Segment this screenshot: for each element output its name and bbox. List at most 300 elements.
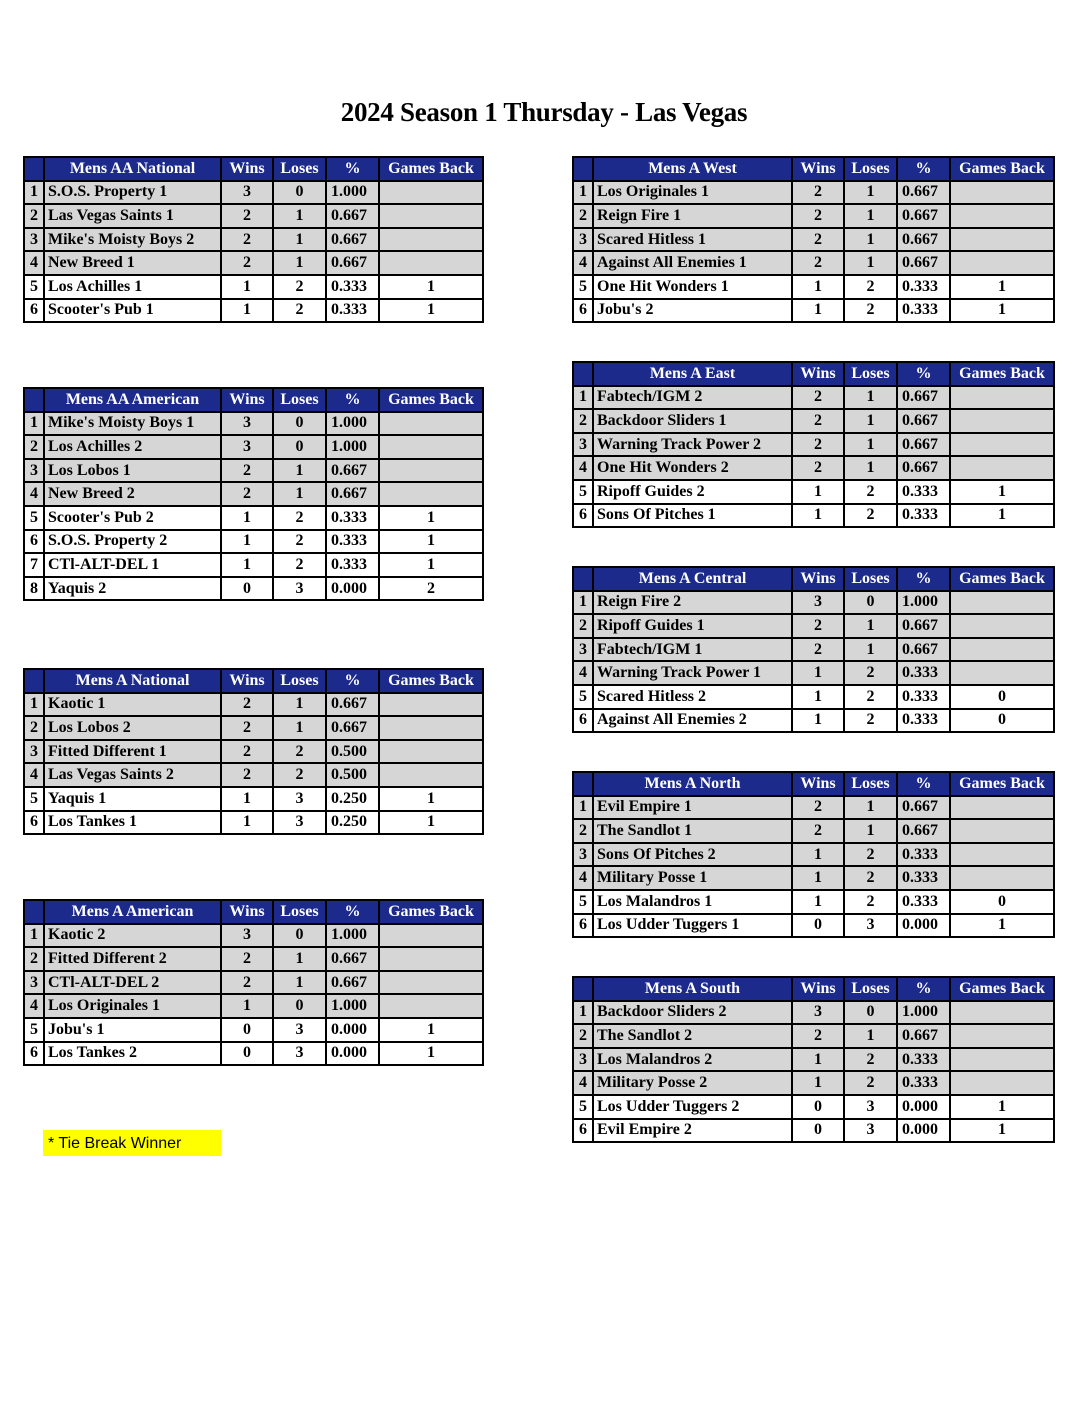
pct-cell: 1.000: [897, 591, 950, 615]
table-row: [573, 409, 1054, 433]
games-back-cell: 0: [950, 685, 1054, 709]
table-row: [24, 693, 483, 717]
pct-cell: 0.667: [326, 251, 379, 275]
wins-cell: 1: [792, 299, 844, 323]
rank-cell: 2: [573, 614, 593, 638]
rank-cell: 1: [573, 796, 593, 820]
loses-cell: 0: [844, 1001, 897, 1025]
table-row: [24, 204, 483, 228]
pct-cell: 0.667: [897, 181, 950, 205]
team-name-cell: Scooter's Pub 2: [44, 506, 221, 530]
team-name-cell: Fitted Different 1: [44, 740, 221, 764]
table-row: [573, 204, 1054, 228]
pct-cell: 0.667: [897, 614, 950, 638]
loses-cell: 3: [273, 811, 326, 835]
games-back-cell: [950, 661, 1054, 685]
team-name-cell: One Hit Wonders 1: [593, 275, 792, 299]
games-back-cell: [379, 181, 483, 205]
pct-header: %: [897, 977, 950, 1001]
table-row: [573, 866, 1054, 890]
table-row: [24, 530, 483, 554]
games-back-cell: 1: [950, 275, 1054, 299]
table-row: [24, 181, 483, 205]
division-name: Mens A East: [593, 362, 792, 386]
loses-cell: 2: [273, 530, 326, 554]
wins-cell: 1: [792, 1071, 844, 1095]
pct-cell: 0.667: [897, 1024, 950, 1048]
wins-cell: 1: [792, 685, 844, 709]
pct-header: %: [326, 669, 379, 693]
table-row: [573, 819, 1054, 843]
pct-header: %: [326, 900, 379, 924]
loses-cell: 2: [273, 506, 326, 530]
games-back-cell: [379, 924, 483, 948]
header-row: [573, 362, 1054, 386]
pct-header: %: [326, 388, 379, 412]
table-row: [24, 716, 483, 740]
games-back-cell: [950, 638, 1054, 662]
wins-cell: 3: [221, 412, 273, 436]
rank-cell: 6: [24, 530, 44, 554]
wins-cell: 2: [792, 819, 844, 843]
rank-cell: 7: [24, 553, 44, 577]
rank-cell: 1: [24, 924, 44, 948]
loses-cell: 1: [273, 971, 326, 995]
rank-cell: 3: [573, 433, 593, 457]
wins-cell: 1: [792, 504, 844, 528]
table-row: [573, 275, 1054, 299]
games-back-cell: [379, 435, 483, 459]
team-name-cell: Scooter's Pub 1: [44, 299, 221, 323]
team-name-cell: Scared Hitless 2: [593, 685, 792, 709]
table-row: [24, 228, 483, 252]
wins-cell: 2: [792, 456, 844, 480]
pct-cell: 0.667: [897, 819, 950, 843]
pct-cell: 0.667: [897, 456, 950, 480]
table-row: [573, 685, 1054, 709]
wins-cell: 2: [221, 971, 273, 995]
table-row: [24, 787, 483, 811]
loses-header: Loses: [844, 977, 897, 1001]
wins-cell: 2: [792, 181, 844, 205]
loses-cell: 0: [273, 994, 326, 1018]
loses-cell: 2: [273, 553, 326, 577]
page-title: 2024 Season 1 Thursday - Las Vegas: [340, 97, 748, 127]
rank-cell: 1: [24, 693, 44, 717]
games-back-cell: 1: [950, 1095, 1054, 1119]
games-back-cell: 1: [950, 1119, 1054, 1143]
rank-cell: 4: [24, 994, 44, 1018]
rank-cell: 5: [573, 480, 593, 504]
division-name: Mens A West: [593, 157, 792, 181]
table-row: [24, 275, 483, 299]
loses-cell: 2: [844, 299, 897, 323]
pct-cell: 0.500: [326, 740, 379, 764]
pct-cell: 1.000: [326, 412, 379, 436]
loses-cell: 2: [844, 480, 897, 504]
table-row: [24, 1042, 483, 1066]
tie-break-note: * Tie Break Winner: [43, 1130, 221, 1156]
team-name-cell: Military Posse 1: [593, 866, 792, 890]
wins-header: Wins: [221, 900, 273, 924]
rank-cell: 6: [24, 1042, 44, 1066]
wins-cell: 3: [221, 924, 273, 948]
rank-cell: 3: [573, 638, 593, 662]
wins-cell: 1: [221, 994, 273, 1018]
team-name-cell: Evil Empire 1: [593, 796, 792, 820]
team-name-cell: Los Malandros 2: [593, 1048, 792, 1072]
team-name-cell: Los Originales 1: [593, 181, 792, 205]
games-back-cell: [950, 1048, 1054, 1072]
pct-cell: 0.333: [897, 890, 950, 914]
rank-cell: 4: [573, 251, 593, 275]
loses-cell: 2: [844, 661, 897, 685]
rank-cell: 3: [24, 740, 44, 764]
wins-cell: 2: [792, 796, 844, 820]
rank-cell: 3: [573, 1048, 593, 1072]
pct-cell: 0.333: [897, 275, 950, 299]
team-name-cell: CTl-ALT-DEL 1: [44, 553, 221, 577]
table-row: [573, 1071, 1054, 1095]
rank-cell: 1: [573, 1001, 593, 1025]
rank-cell: 5: [573, 685, 593, 709]
loses-cell: 1: [844, 228, 897, 252]
loses-cell: 1: [844, 456, 897, 480]
standings-table-mens-a-west: [572, 156, 1055, 323]
games-back-header: Games Back: [379, 157, 483, 181]
loses-cell: 2: [844, 709, 897, 733]
team-name-cell: CTl-ALT-DEL 2: [44, 971, 221, 995]
loses-cell: 2: [273, 275, 326, 299]
pct-cell: 0.667: [326, 482, 379, 506]
pct-cell: 1.000: [326, 181, 379, 205]
games-back-cell: [950, 614, 1054, 638]
games-back-cell: 1: [379, 787, 483, 811]
games-back-cell: [379, 204, 483, 228]
table-row: [573, 796, 1054, 820]
team-name-cell: Las Vegas Saints 1: [44, 204, 221, 228]
pct-cell: 0.250: [326, 811, 379, 835]
pct-cell: 0.000: [897, 914, 950, 938]
games-back-cell: [950, 819, 1054, 843]
rank-cell: 3: [573, 228, 593, 252]
team-name-cell: Warning Track Power 1: [593, 661, 792, 685]
table-row: [573, 433, 1054, 457]
team-name-cell: Yaquis 1: [44, 787, 221, 811]
rank-cell: 6: [24, 811, 44, 835]
team-name-cell: One Hit Wonders 2: [593, 456, 792, 480]
games-back-cell: [379, 693, 483, 717]
table-row: [573, 614, 1054, 638]
loses-cell: 1: [844, 204, 897, 228]
pct-header: %: [326, 157, 379, 181]
table-row: [573, 1048, 1054, 1072]
loses-header: Loses: [844, 567, 897, 591]
pct-cell: 0.667: [897, 409, 950, 433]
team-name-cell: Fitted Different 2: [44, 947, 221, 971]
division-name: Mens AA American: [44, 388, 221, 412]
loses-header: Loses: [844, 362, 897, 386]
loses-cell: 1: [844, 614, 897, 638]
wins-header: Wins: [792, 977, 844, 1001]
rank-header: [24, 157, 44, 181]
wins-cell: 2: [792, 409, 844, 433]
loses-header: Loses: [844, 157, 897, 181]
team-name-cell: New Breed 2: [44, 482, 221, 506]
wins-cell: 1: [221, 530, 273, 554]
team-name-cell: S.O.S. Property 2: [44, 530, 221, 554]
team-name-cell: Fabtech/IGM 1: [593, 638, 792, 662]
rank-cell: 1: [573, 181, 593, 205]
games-back-cell: 0: [950, 890, 1054, 914]
games-back-cell: [379, 994, 483, 1018]
loses-cell: 1: [273, 204, 326, 228]
wins-cell: 2: [221, 459, 273, 483]
wins-cell: 1: [792, 275, 844, 299]
wins-cell: 2: [221, 763, 273, 787]
table-row: [24, 811, 483, 835]
wins-cell: 1: [221, 275, 273, 299]
table-row: [24, 459, 483, 483]
loses-cell: 3: [273, 1042, 326, 1066]
header-row: [573, 977, 1054, 1001]
wins-cell: 1: [792, 890, 844, 914]
loses-cell: 2: [844, 685, 897, 709]
loses-cell: 1: [844, 409, 897, 433]
table-row: [573, 456, 1054, 480]
loses-cell: 1: [273, 228, 326, 252]
games-back-cell: [379, 740, 483, 764]
pct-cell: 0.333: [897, 480, 950, 504]
loses-cell: 1: [844, 796, 897, 820]
games-back-cell: [379, 763, 483, 787]
rank-header: [573, 977, 593, 1001]
header-row: [573, 772, 1054, 796]
wins-cell: 2: [792, 228, 844, 252]
wins-cell: 1: [792, 709, 844, 733]
games-back-cell: 1: [950, 504, 1054, 528]
table-row: [573, 890, 1054, 914]
table-row: [573, 504, 1054, 528]
standings-table-mens-a-south: [572, 976, 1055, 1143]
team-name-cell: Jobu's 2: [593, 299, 792, 323]
team-name-cell: Against All Enemies 2: [593, 709, 792, 733]
wins-cell: 1: [792, 1048, 844, 1072]
wins-cell: 2: [792, 433, 844, 457]
loses-header: Loses: [273, 157, 326, 181]
wins-cell: 1: [221, 506, 273, 530]
pct-cell: 0.667: [897, 433, 950, 457]
team-name-cell: S.O.S. Property 1: [44, 181, 221, 205]
rank-cell: 4: [24, 763, 44, 787]
pct-cell: 0.667: [326, 947, 379, 971]
table-row: [573, 181, 1054, 205]
rank-cell: 6: [573, 299, 593, 323]
loses-cell: 1: [273, 947, 326, 971]
team-name-cell: Los Lobos 1: [44, 459, 221, 483]
table-row: [573, 661, 1054, 685]
wins-cell: 2: [792, 638, 844, 662]
rank-cell: 2: [573, 204, 593, 228]
standings-table-mens-a-national: [23, 668, 484, 835]
pct-cell: 0.667: [326, 459, 379, 483]
table-row: [24, 971, 483, 995]
games-back-cell: [950, 386, 1054, 410]
table-row: [24, 763, 483, 787]
team-name-cell: Evil Empire 2: [593, 1119, 792, 1143]
wins-cell: 2: [792, 204, 844, 228]
wins-cell: 2: [221, 228, 273, 252]
pct-cell: 0.250: [326, 787, 379, 811]
table-row: [573, 386, 1054, 410]
team-name-cell: Sons Of Pitches 1: [593, 504, 792, 528]
games-back-cell: 1: [379, 506, 483, 530]
pct-cell: 0.667: [326, 693, 379, 717]
team-name-cell: Los Lobos 2: [44, 716, 221, 740]
games-back-cell: [950, 796, 1054, 820]
pct-cell: 0.667: [326, 228, 379, 252]
loses-cell: 3: [844, 914, 897, 938]
wins-cell: 3: [792, 591, 844, 615]
loses-cell: 3: [273, 1018, 326, 1042]
rank-header: [573, 772, 593, 796]
games-back-cell: 1: [379, 553, 483, 577]
team-name-cell: Reign Fire 2: [593, 591, 792, 615]
wins-cell: 0: [792, 914, 844, 938]
team-name-cell: Los Achilles 2: [44, 435, 221, 459]
pct-cell: 1.000: [897, 1001, 950, 1025]
pct-cell: 1.000: [326, 994, 379, 1018]
header-row: [573, 567, 1054, 591]
team-name-cell: Military Posse 2: [593, 1071, 792, 1095]
loses-cell: 3: [273, 577, 326, 601]
team-name-cell: Las Vegas Saints 2: [44, 763, 221, 787]
table-row: [573, 480, 1054, 504]
header-row: [24, 669, 483, 693]
loses-cell: 1: [273, 693, 326, 717]
loses-cell: 1: [273, 482, 326, 506]
wins-header: Wins: [792, 157, 844, 181]
wins-cell: 1: [221, 553, 273, 577]
wins-header: Wins: [221, 669, 273, 693]
rank-header: [573, 567, 593, 591]
pct-cell: 0.333: [326, 530, 379, 554]
team-name-cell: Los Tankes 2: [44, 1042, 221, 1066]
games-back-cell: 1: [379, 1018, 483, 1042]
games-back-cell: [950, 1001, 1054, 1025]
wins-header: Wins: [221, 388, 273, 412]
loses-cell: 1: [273, 251, 326, 275]
table-row: [573, 1024, 1054, 1048]
rank-cell: 2: [573, 409, 593, 433]
standings-table-mens-aa-american: [23, 387, 484, 601]
wins-cell: 2: [221, 740, 273, 764]
wins-cell: 2: [221, 482, 273, 506]
rank-cell: 5: [573, 275, 593, 299]
wins-cell: 2: [792, 386, 844, 410]
team-name-cell: Los Malandros 1: [593, 890, 792, 914]
wins-cell: 2: [792, 1024, 844, 1048]
games-back-cell: [950, 228, 1054, 252]
games-back-cell: [950, 409, 1054, 433]
loses-cell: 2: [844, 890, 897, 914]
loses-cell: 3: [844, 1095, 897, 1119]
team-name-cell: Fabtech/IGM 2: [593, 386, 792, 410]
games-back-header: Games Back: [950, 157, 1054, 181]
wins-header: Wins: [792, 362, 844, 386]
table-row: [573, 1001, 1054, 1025]
team-name-cell: Mike's Moisty Boys 1: [44, 412, 221, 436]
team-name-cell: Warning Track Power 2: [593, 433, 792, 457]
team-name-cell: Los Udder Tuggers 1: [593, 914, 792, 938]
loses-header: Loses: [273, 900, 326, 924]
games-back-cell: [379, 971, 483, 995]
wins-cell: 0: [792, 1095, 844, 1119]
games-back-cell: [950, 456, 1054, 480]
division-name: Mens A South: [593, 977, 792, 1001]
wins-header: Wins: [792, 567, 844, 591]
rank-cell: 5: [24, 506, 44, 530]
games-back-cell: [950, 843, 1054, 867]
standings-table-mens-aa-national: [23, 156, 484, 323]
standings-table-mens-a-central: [572, 566, 1055, 733]
rank-header: [24, 669, 44, 693]
team-name-cell: Los Originales 1: [44, 994, 221, 1018]
rank-cell: 4: [24, 251, 44, 275]
pct-cell: 0.333: [897, 299, 950, 323]
pct-cell: 0.333: [326, 506, 379, 530]
loses-cell: 1: [844, 433, 897, 457]
pct-cell: 0.667: [897, 204, 950, 228]
team-name-cell: The Sandlot 2: [593, 1024, 792, 1048]
loses-cell: 1: [844, 638, 897, 662]
games-back-header: Games Back: [379, 900, 483, 924]
wins-cell: 0: [221, 577, 273, 601]
team-name-cell: The Sandlot 1: [593, 819, 792, 843]
rank-cell: 1: [24, 412, 44, 436]
team-name-cell: Jobu's 1: [44, 1018, 221, 1042]
division-name: Mens A American: [44, 900, 221, 924]
games-back-header: Games Back: [950, 772, 1054, 796]
table-row: [24, 435, 483, 459]
rank-cell: 2: [24, 947, 44, 971]
rank-cell: 6: [573, 1119, 593, 1143]
games-back-cell: 1: [950, 914, 1054, 938]
table-row: [573, 843, 1054, 867]
team-name-cell: Backdoor Sliders 1: [593, 409, 792, 433]
table-row: [24, 251, 483, 275]
loses-cell: 2: [844, 1048, 897, 1072]
wins-cell: 1: [221, 299, 273, 323]
table-row: [24, 1018, 483, 1042]
games-back-cell: [950, 433, 1054, 457]
division-name: Mens A Central: [593, 567, 792, 591]
pct-cell: 1.000: [326, 924, 379, 948]
loses-cell: 0: [273, 924, 326, 948]
wins-cell: 1: [792, 661, 844, 685]
division-name: Mens A North: [593, 772, 792, 796]
games-back-cell: [950, 181, 1054, 205]
games-back-header: Games Back: [950, 977, 1054, 1001]
rank-cell: 3: [573, 843, 593, 867]
rank-cell: 5: [24, 787, 44, 811]
pct-cell: 0.667: [897, 386, 950, 410]
games-back-cell: [379, 716, 483, 740]
pct-cell: 0.333: [326, 553, 379, 577]
table-row: [24, 412, 483, 436]
rank-cell: 1: [24, 181, 44, 205]
wins-cell: 2: [792, 251, 844, 275]
